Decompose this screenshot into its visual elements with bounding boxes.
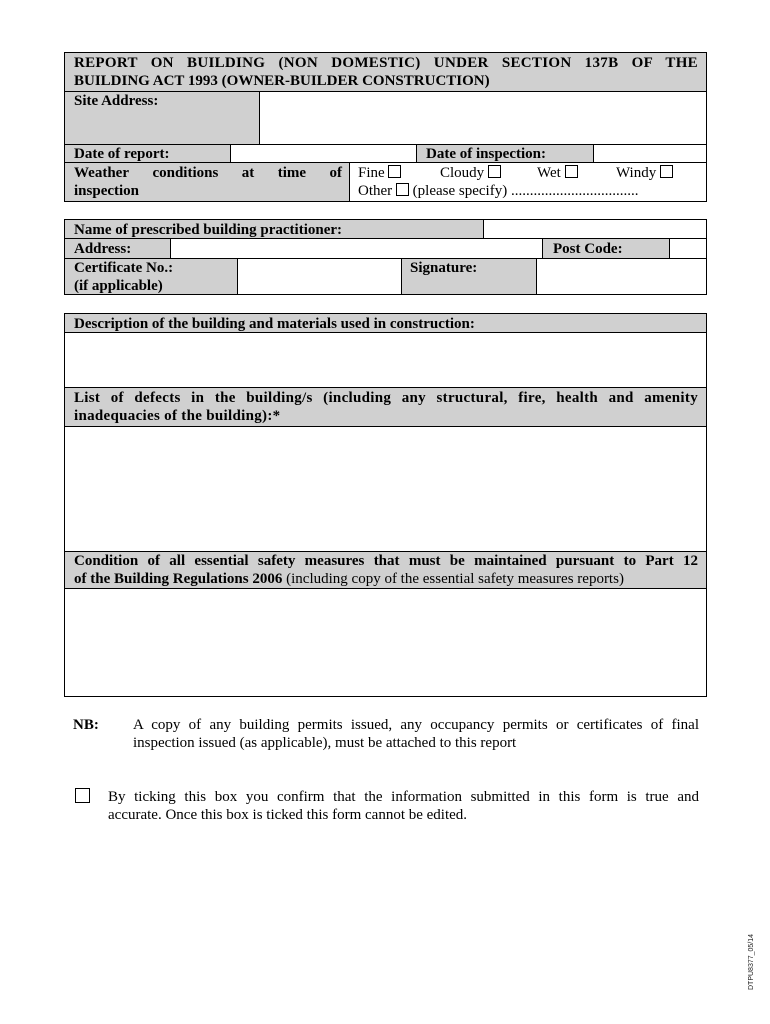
site-address-field[interactable]: [259, 91, 707, 145]
confirm-checkbox[interactable]: [75, 788, 90, 803]
safety-label-normal: (including copy of the essential safety measures reports): [282, 571, 624, 587]
site-address-label: Site Address:: [74, 93, 159, 109]
date-of-inspection-label: Date of inspection:: [426, 146, 546, 162]
weather-option-fine[interactable]: [358, 164, 401, 182]
weather-word-4: time: [277, 165, 307, 181]
certificate-field[interactable]: [237, 258, 402, 295]
address-field[interactable]: [170, 238, 543, 259]
weather-word-1: Weather: [74, 165, 129, 181]
form-code: DTPU8377_05/14: [748, 933, 755, 990]
other-checkbox[interactable]: [396, 183, 409, 196]
form-title-line2: BUILDING ACT 1993 (OWNER-BUILDER CONSTRUCTION): [74, 73, 490, 89]
windy-checkbox[interactable]: [660, 165, 673, 178]
fine-checkbox[interactable]: [388, 165, 401, 178]
confirm-line2: accurate. Once this box is ticked this form cannot be edited.: [108, 807, 468, 823]
cloudy-checkbox[interactable]: [488, 165, 501, 178]
practitioner-name-field[interactable]: [483, 219, 707, 239]
certificate-label-line2: (if applicable): [74, 278, 163, 294]
description-label: Description of the building and materials used in construction:: [74, 316, 475, 332]
date-of-report-label: Date of report:: [74, 146, 170, 162]
certificate-label-line1: Certificate No.:: [74, 260, 174, 276]
wet-checkbox[interactable]: [565, 165, 578, 178]
confirm-line1: By ticking this box you confirm that the information submitted in this form is true and: [108, 789, 699, 805]
form-title-line1: REPORT ON BUILDING (NON DOMESTIC) UNDER SECTION 137B OF THE: [74, 55, 698, 71]
cloudy-label: Cloudy: [440, 165, 485, 181]
safety-label-line2: [74, 570, 624, 588]
safety-label-bold: of the Building Regulations 2006: [74, 571, 283, 587]
nb-line2: inspection issued (as applicable), must be attached to this report: [133, 735, 517, 751]
weather-word-3: at: [241, 165, 255, 181]
post-code-label: Post Code:: [553, 241, 623, 257]
defects-label-line2: inadequacies of the building):*: [74, 408, 281, 424]
fine-label: Fine: [358, 165, 385, 181]
defects-label-line1: List of defects in the building/s (including any structural, fire, health and amenity: [74, 390, 698, 406]
weather-word-5: of: [329, 165, 342, 181]
weather-option-windy[interactable]: [616, 164, 673, 182]
weather-option-other[interactable]: [358, 182, 638, 200]
safety-field[interactable]: [64, 588, 707, 697]
nb-line1: A copy of any building permits issued, any occupancy permits or certificates of final: [133, 717, 699, 733]
date-of-inspection-field[interactable]: [593, 144, 707, 163]
windy-label: Windy: [616, 165, 657, 181]
safety-label-line1: Condition of all essential safety measures that must be maintained pursuant to Part 12: [74, 553, 698, 569]
other-specify-text: (please specify) ..................................: [412, 183, 639, 199]
weather-option-wet[interactable]: [537, 164, 578, 182]
weather-word-2: conditions: [152, 165, 219, 181]
signature-field[interactable]: [536, 258, 707, 295]
weather-label-line2: inspection: [74, 183, 140, 199]
signature-label: Signature:: [410, 260, 478, 276]
weather-label-line1: [74, 164, 342, 182]
other-label: Other: [358, 183, 393, 199]
date-of-report-field[interactable]: [230, 144, 417, 163]
post-code-field[interactable]: [669, 238, 707, 259]
weather-option-cloudy[interactable]: [440, 164, 501, 182]
nb-label: NB:: [73, 717, 99, 733]
address-label: Address:: [74, 241, 132, 257]
description-field[interactable]: [64, 332, 707, 388]
defects-field[interactable]: [64, 426, 707, 552]
practitioner-name-label: Name of prescribed building practitioner:: [74, 222, 343, 238]
wet-label: Wet: [537, 165, 561, 181]
